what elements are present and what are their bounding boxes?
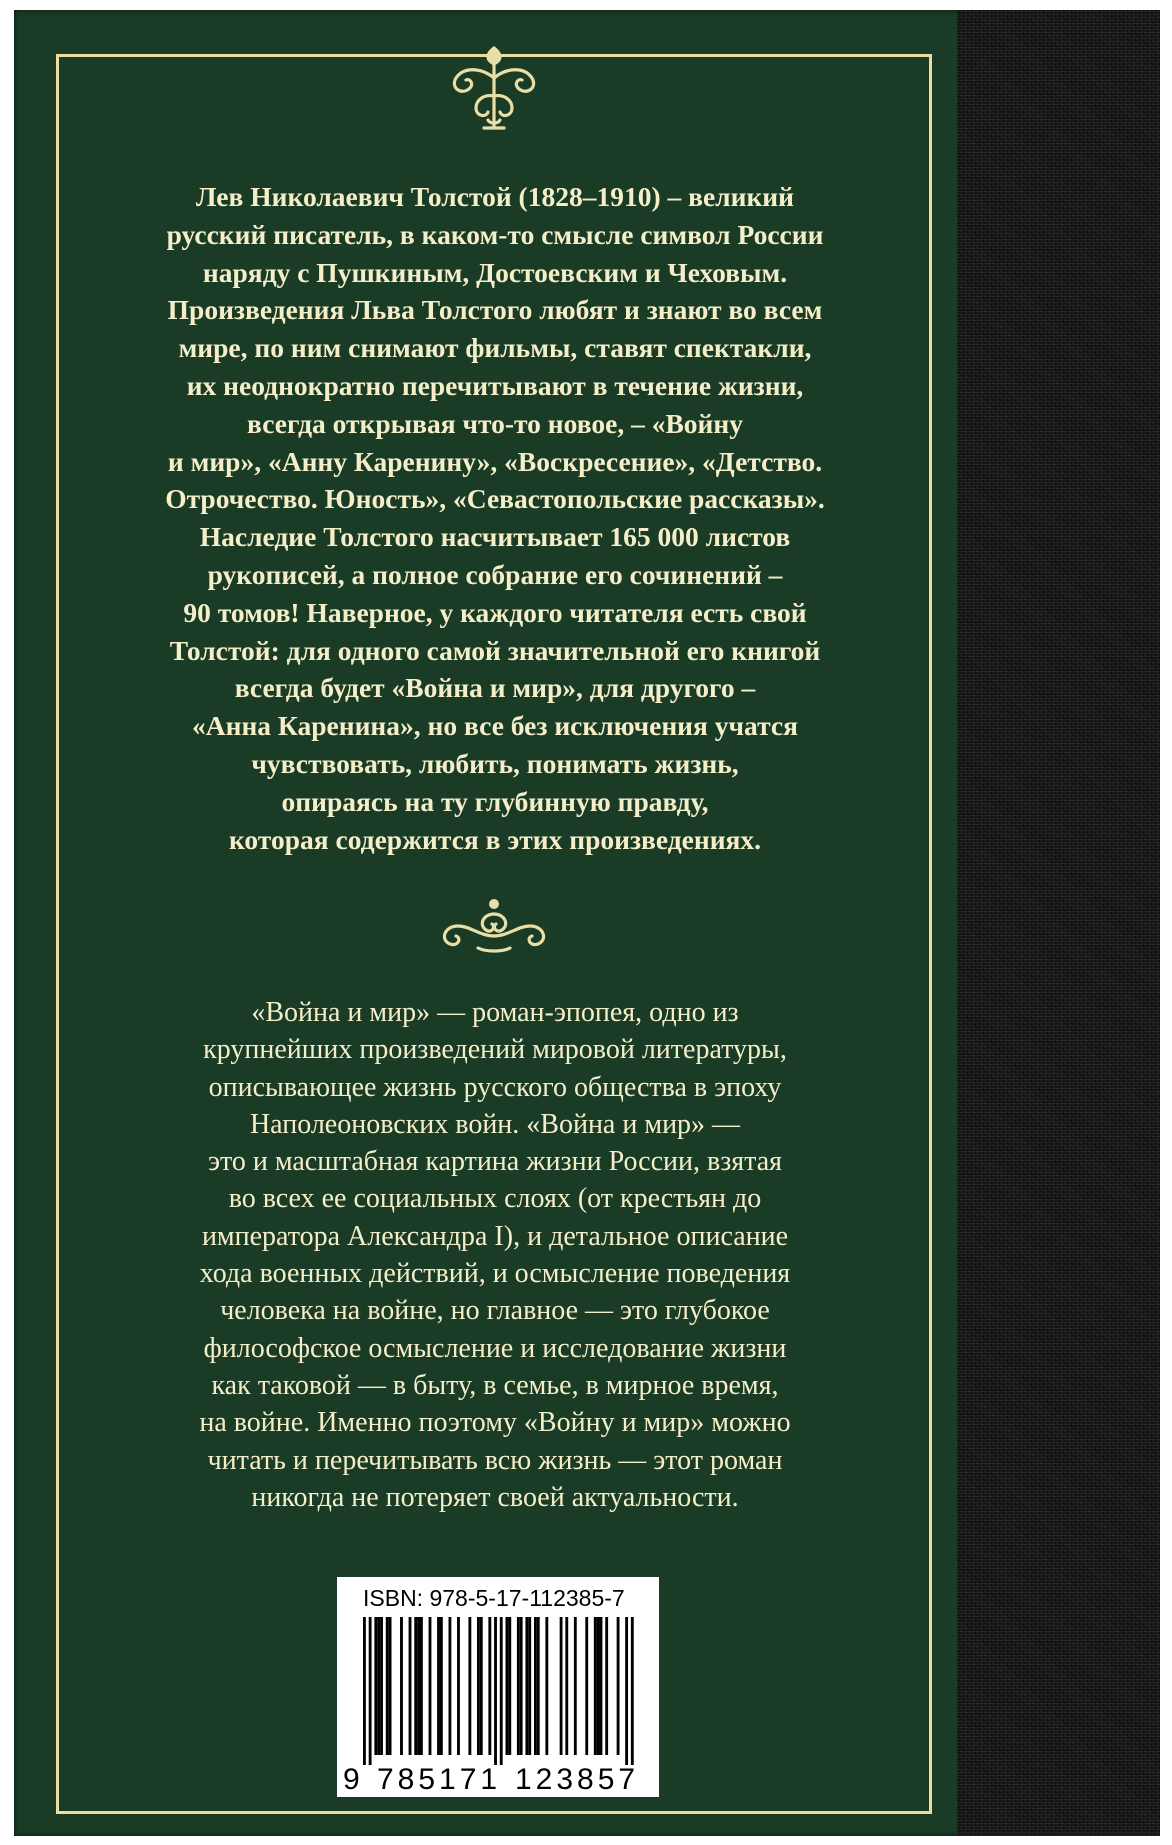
synopsis-line: хода военных действий, и осмысление поведения xyxy=(199,1258,791,1290)
scroll-ornament-icon xyxy=(434,896,554,956)
barcode-first-digit: 9 xyxy=(343,1763,361,1796)
bio-line: рукописей, а полное собрание его сочинений – xyxy=(207,558,783,590)
synopsis-line: читать и перечитывать всю жизнь — этот роман xyxy=(207,1444,783,1476)
synopsis-line: Наполеоновских войн. «Война и мир» — xyxy=(249,1108,741,1140)
synopsis-line: как таковой — в быту, в семье, в мирное время, xyxy=(211,1369,779,1401)
bio-line: которая содержится в этих произведениях. xyxy=(228,823,762,855)
barcode-bar xyxy=(597,1617,600,1755)
isbn-barcode xyxy=(337,1577,659,1797)
barcode-right-digits: 123857 xyxy=(515,1763,640,1796)
barcode-bar xyxy=(468,1617,471,1755)
fleur-ornament-icon xyxy=(444,44,544,134)
barcode-bar xyxy=(605,1617,608,1755)
barcode-bar xyxy=(457,1617,460,1755)
bio-line: русский писатель, в каком-то смысле символ России xyxy=(166,218,824,250)
synopsis-line: во всех ее социальных слоях (от крестьян до xyxy=(228,1183,762,1215)
barcode-bar xyxy=(585,1617,588,1755)
barcode-bar xyxy=(560,1617,563,1755)
barcode-bar xyxy=(528,1617,531,1755)
barcode-left-digits: 785171 xyxy=(377,1763,502,1796)
barcode-bar xyxy=(500,1617,503,1765)
bio-line: мире, по ним снимают фильмы, ставят спектакли, xyxy=(178,332,812,364)
barcode-bar xyxy=(565,1617,568,1755)
bio-line: их неоднократно перечитывают в течение жизни, xyxy=(186,369,804,401)
barcode-bar xyxy=(494,1617,497,1765)
bio-line: 90 томов! Наверное, у каждого читателя есть свой xyxy=(183,596,807,628)
barcode-bar xyxy=(600,1617,603,1755)
bio-line: опираясь на ту глубинную правду, xyxy=(281,785,709,817)
synopsis-line: на войне. Именно поэтому «Войну и мир» можно xyxy=(199,1407,791,1439)
synopsis-line: крупнейших произведений мировой литературы, xyxy=(203,1034,787,1066)
barcode-bar xyxy=(363,1617,366,1765)
synopsis-line: никогда не потеряет своей актуальности. xyxy=(251,1481,739,1513)
bio-line: Наследие Толстого насчитывает 165 000 листов xyxy=(199,521,791,553)
barcode-bar xyxy=(506,1617,509,1755)
synopsis-line: императора Александра I), и детальное описание xyxy=(201,1220,789,1252)
barcode-bar xyxy=(488,1617,491,1755)
barcode-bar xyxy=(631,1617,634,1765)
barcode-bar xyxy=(420,1617,423,1755)
barcode-bar xyxy=(449,1617,452,1755)
synopsis-line: философское осмысление и исследование жизни xyxy=(203,1332,787,1364)
bio-line: «Анна Каренина», но все без исключения учатся xyxy=(191,710,798,742)
barcode-bar xyxy=(480,1617,483,1755)
barcode-bar xyxy=(414,1617,417,1755)
barcode-bar xyxy=(574,1617,577,1755)
barcode-bar xyxy=(440,1617,443,1755)
barcode-bar xyxy=(617,1617,620,1755)
barcode-bar xyxy=(377,1617,380,1755)
author-biography xyxy=(80,178,910,858)
barcode-bar xyxy=(417,1617,420,1755)
barcode-bar xyxy=(525,1617,528,1755)
barcode-bar xyxy=(409,1617,412,1755)
bio-line: всегда открывая что-то новое, – «Войну xyxy=(247,407,743,439)
novel-synopsis xyxy=(80,994,910,1516)
bio-line: Толстой: для одного самой значительной его книгой xyxy=(169,634,821,666)
isbn-label: ISBN: 978-5-17-112385-7 xyxy=(363,1585,625,1611)
barcode-bar xyxy=(594,1617,597,1755)
bio-line: наряду с Пушкиным, Достоевским и Чеховым. xyxy=(202,256,788,288)
bio-line: Лев Николаевич Толстой (1828–1910) – великий xyxy=(196,181,794,212)
barcode-bar xyxy=(517,1617,520,1755)
barcode-bars xyxy=(337,1617,659,1765)
barcode-bar xyxy=(386,1617,389,1755)
bio-line: чувствовать, любить, понимать жизнь, xyxy=(251,747,739,779)
barcode-bar xyxy=(400,1617,403,1755)
barcode-bar xyxy=(625,1617,628,1765)
bio-line: Произведения Льва Толстого любят и знают во всем xyxy=(167,294,823,326)
barcode-bar xyxy=(369,1617,372,1765)
synopsis-line: человека на войне, но главное — это глубокое xyxy=(220,1295,770,1327)
barcode-bar xyxy=(374,1617,377,1755)
barcode-bar xyxy=(429,1617,432,1755)
barcode-bar xyxy=(508,1617,511,1755)
barcode-bar xyxy=(389,1617,392,1755)
synopsis-line: «Война и мир» — роман-эпопея, одно из xyxy=(251,997,739,1028)
book-spine xyxy=(957,10,1160,1836)
barcode-bar xyxy=(380,1617,383,1755)
barcode-bar xyxy=(537,1617,540,1755)
barcode-bar xyxy=(437,1617,440,1755)
barcode-digits xyxy=(339,1763,657,1795)
synopsis-line: это и масштабная картина жизни России, взятая xyxy=(207,1146,783,1178)
bio-line: и мир», «Анну Каренину», «Воскресение», «Детство. xyxy=(167,445,823,477)
synopsis-line: описывающее жизнь русского общества в эпоху xyxy=(208,1071,782,1103)
barcode-bar xyxy=(534,1617,537,1755)
barcode-bar xyxy=(520,1617,523,1755)
bio-line: Отрочество. Юность», «Севастопольские рассказы». xyxy=(165,483,825,515)
bio-line: всегда будет «Война и мир», для другого – xyxy=(234,672,756,704)
barcode-bar xyxy=(477,1617,480,1755)
barcode-bar xyxy=(545,1617,548,1755)
